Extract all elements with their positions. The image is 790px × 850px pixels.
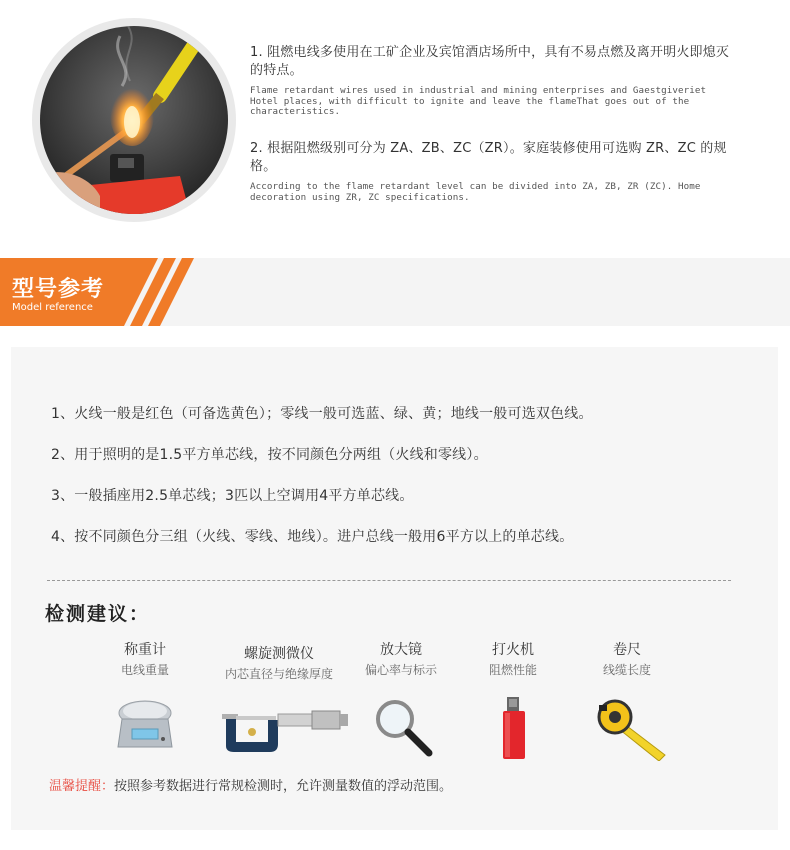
- tool-micrometer: [215, 645, 343, 682]
- scale-icon: [114, 695, 176, 755]
- warm-tip-label: 温馨提醒：: [49, 779, 115, 794]
- tool-name: 称重计: [124, 642, 166, 658]
- tape-measure-icon: [597, 697, 669, 761]
- model-reference-banner: [0, 258, 790, 326]
- tool-name: 螺旋测微仪: [244, 646, 314, 662]
- warm-tip-text: 按照参考数据进行常规检测时，允许测量数值的浮动范围。: [114, 779, 453, 794]
- tool-tape-measure: [587, 641, 667, 678]
- intro-item-2-en: According to the flame retardant level can be divided into ZA, ZB, ZR (ZC). Home decoration using ZR, ZC specifications.: [250, 181, 701, 203]
- tool-magnifier: [356, 641, 446, 678]
- intro-item-1-en: Flame retardant wires used in industrial and mining enterprises and Gaestgiveriet Hotel places, with difficult to ignite and leave the flameThat goes out of the characteristics.: [250, 85, 707, 117]
- reference-item: 3、一般插座用2.5单芯线；3匹以上空调用4平方单芯线。: [51, 488, 414, 504]
- warm-tip: [49, 775, 452, 794]
- tool-desc: 线缆长度: [602, 663, 651, 677]
- tool-name: 打火机: [492, 642, 534, 658]
- flame-test-photo: [32, 18, 236, 222]
- banner-title: 型号参考: [12, 277, 105, 302]
- reference-content-box: [11, 347, 778, 830]
- tool-desc: 内芯直径与绝缘厚度: [224, 667, 333, 681]
- tool-name: 卷尺: [613, 642, 641, 658]
- divider: [47, 580, 731, 581]
- micrometer-icon: [220, 704, 350, 756]
- intro-item-2-cn: 2. 根据阻燃级别可分为 ZA、ZB、ZC（ZR）。家庭装修使用可选购 ZR、ZC 的规格。: [250, 141, 727, 174]
- reference-item: 1、火线一般是红色（可备选黄色）；零线一般可选蓝、绿、黄；地线一般可选双色线。: [51, 406, 593, 422]
- lighter-icon: [501, 697, 527, 759]
- tool-name: 放大镜: [380, 642, 422, 658]
- check-section-title: 检测建议：: [45, 603, 151, 625]
- tool-scale: [101, 641, 189, 678]
- tool-lighter: [473, 641, 553, 678]
- intro-item-1-cn: 1. 阻燃电线多使用在工矿企业及宾馆酒店场所中，具有不易点燃及离开明火即熄灭的特点。: [250, 45, 730, 78]
- intro-item-2: [250, 140, 738, 203]
- reference-list: [51, 404, 593, 568]
- tool-desc: 阻燃性能: [488, 663, 537, 677]
- reference-item: 4、按不同颜色分三组（火线、零线、地线）。进户总线一般用6平方以上的单芯线。: [51, 529, 574, 545]
- tool-desc: 偏心率与标示: [364, 663, 437, 677]
- tool-desc: 电线重量: [120, 663, 169, 677]
- reference-item: 2、用于照明的是1.5平方单芯线，按不同颜色分两组（火线和零线）。: [51, 447, 488, 463]
- magnifier-icon: [373, 697, 435, 759]
- burning-wire-image: [40, 26, 228, 214]
- banner-orange-shape: [0, 258, 790, 326]
- banner-subtitle: Model reference: [12, 302, 93, 313]
- intro-item-1: [250, 44, 738, 118]
